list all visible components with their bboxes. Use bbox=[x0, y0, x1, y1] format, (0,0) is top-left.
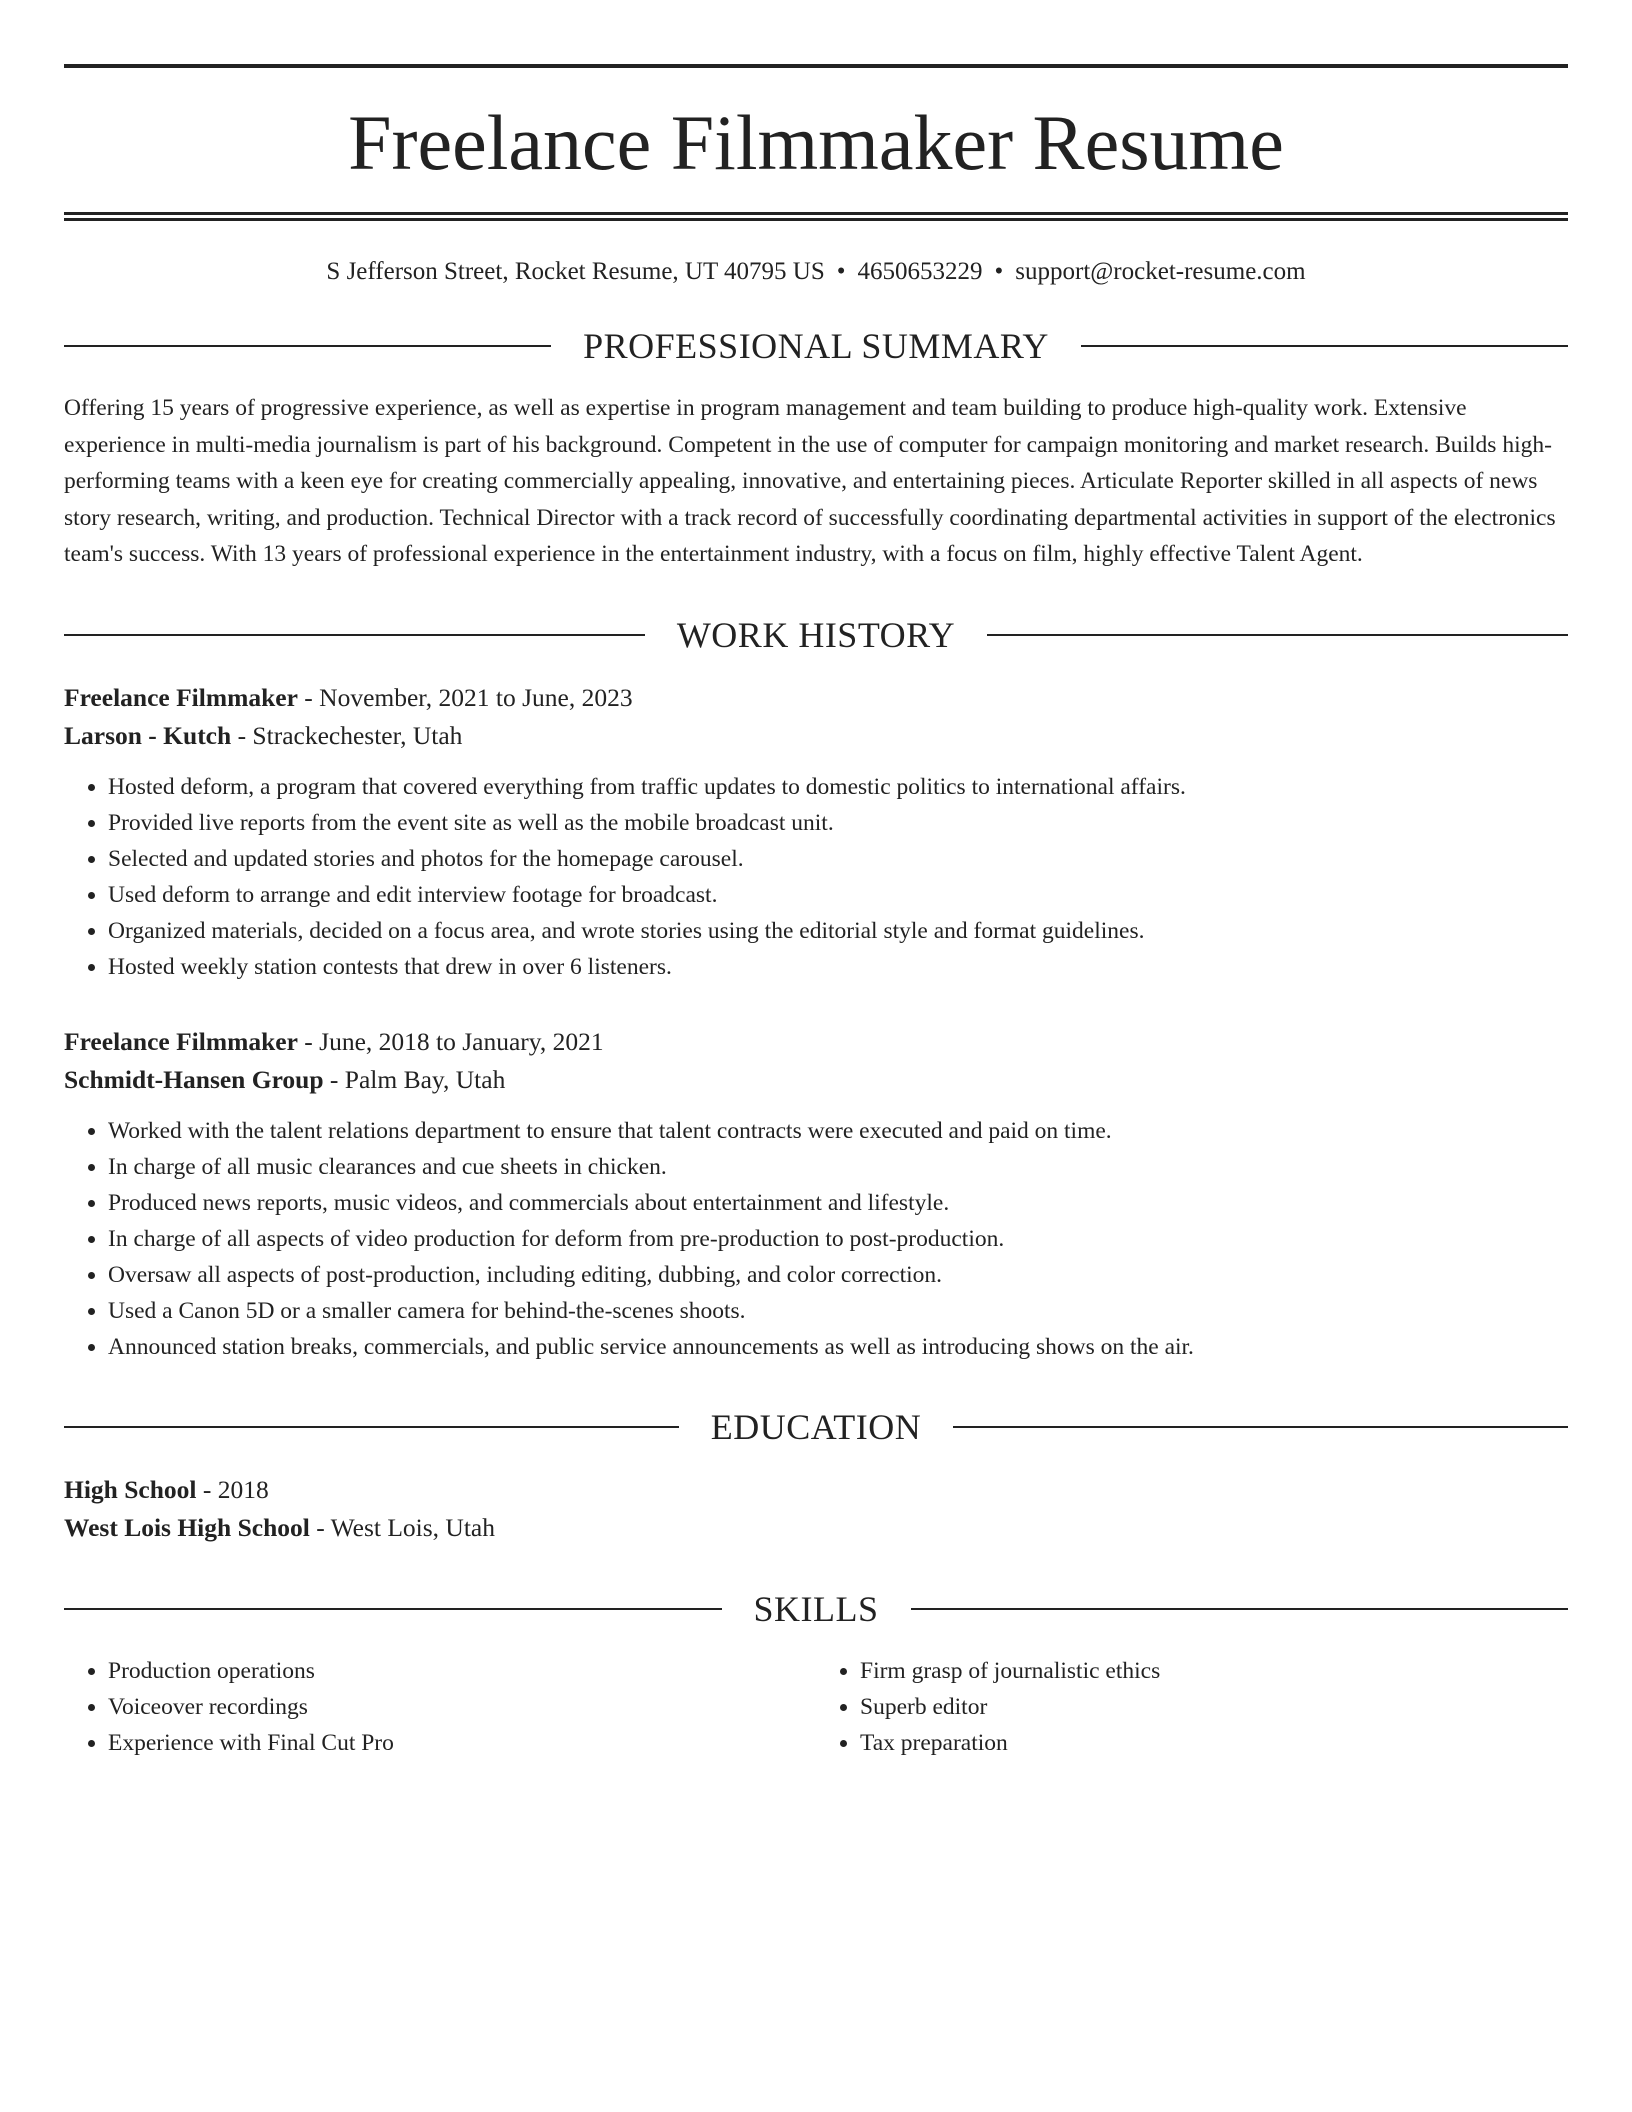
skills-heading-label: SKILLS bbox=[753, 1588, 879, 1629]
skills-columns bbox=[64, 1653, 1568, 1761]
job-company-line bbox=[64, 717, 1568, 755]
job-bullets bbox=[64, 1113, 1568, 1365]
job-dates: - June, 2018 to January, 2021 bbox=[297, 1026, 604, 1056]
job-title-line bbox=[64, 679, 1568, 717]
education-entry bbox=[64, 1471, 1568, 1547]
job-role: Freelance Filmmaker bbox=[64, 1026, 298, 1056]
list-item: • In charge of all aspects of video production for deform from pre-production to post-production. bbox=[108, 1221, 1568, 1257]
contact-address: S Jefferson Street, Rocket Resume, UT 40795 US bbox=[326, 258, 825, 285]
list-item: • Organized materials, decided on a focus area, and wrote stories using the editorial style and format guidelines. bbox=[108, 913, 1568, 949]
resume-title: Freelance Filmmaker Resume bbox=[348, 99, 1284, 186]
skills-list-left bbox=[64, 1653, 816, 1761]
heading-rule-right bbox=[953, 1426, 1568, 1428]
list-item: • Provided live reports from the event site as well as the mobile broadcast unit. bbox=[108, 805, 1568, 841]
heading-rule-left bbox=[64, 345, 551, 347]
education-degree-line bbox=[64, 1471, 1568, 1509]
skills-list-right bbox=[816, 1653, 1568, 1761]
job-role: Freelance Filmmaker bbox=[64, 682, 298, 712]
heading-rule-right bbox=[911, 1608, 1569, 1610]
contact-line bbox=[64, 259, 1568, 284]
contact-phone: 4650653229 bbox=[857, 258, 983, 285]
job-title-line bbox=[64, 1023, 1568, 1061]
list-item: • Superb editor bbox=[860, 1689, 1568, 1725]
list-item: • Produced news reports, music videos, and commercials about entertainment and lifestyle. bbox=[108, 1185, 1568, 1221]
list-item: • Hosted weekly station contests that drew in over 6 listeners. bbox=[108, 949, 1568, 985]
list-item: • Tax preparation bbox=[860, 1725, 1568, 1761]
list-item: • Experience with Final Cut Pro bbox=[108, 1725, 816, 1761]
work-history-list bbox=[64, 679, 1568, 1365]
job-bullets bbox=[64, 769, 1568, 985]
contact-email: support@rocket-resume.com bbox=[1015, 258, 1306, 285]
education-school: West Lois High School bbox=[64, 1512, 310, 1542]
education-year: - 2018 bbox=[196, 1474, 269, 1504]
heading-rule-left bbox=[64, 1426, 679, 1428]
job-location: - Strackechester, Utah bbox=[231, 720, 463, 750]
job-entry bbox=[64, 679, 1568, 985]
education-heading bbox=[64, 1406, 1568, 1447]
list-item: • Firm grasp of journalistic ethics bbox=[860, 1653, 1568, 1689]
list-item: • Selected and updated stories and photos for the homepage carousel. bbox=[108, 841, 1568, 877]
heading-rule-left bbox=[64, 634, 645, 636]
education-degree: High School bbox=[64, 1474, 197, 1504]
work-history-heading-label: WORK HISTORY bbox=[676, 614, 956, 655]
job-dates: - November, 2021 to June, 2023 bbox=[297, 682, 633, 712]
contact-separator: • bbox=[994, 258, 1004, 285]
skills-heading bbox=[64, 1588, 1568, 1629]
summary-heading bbox=[64, 328, 1568, 364]
list-item: • Hosted deform, a program that covered everything from traffic updates to domestic politics to international affairs. bbox=[108, 769, 1568, 805]
heading-rule-left bbox=[64, 1608, 722, 1610]
list-item: • Worked with the talent relations department to ensure that talent contracts were executed and paid on time. bbox=[108, 1113, 1568, 1149]
job-entry bbox=[64, 1023, 1568, 1365]
education-school-line bbox=[64, 1509, 1568, 1547]
list-item: • Announced station breaks, commercials, and public service announcements as well as introducing shows on the air. bbox=[108, 1329, 1568, 1365]
list-item: • In charge of all music clearances and cue sheets in chicken. bbox=[108, 1149, 1568, 1185]
education-heading-label: EDUCATION bbox=[710, 1406, 922, 1447]
contact-separator: • bbox=[836, 258, 846, 285]
job-company: Larson - Kutch bbox=[64, 720, 232, 750]
job-company-line bbox=[64, 1061, 1568, 1099]
education-location: - West Lois, Utah bbox=[309, 1512, 496, 1542]
heading-rule-right bbox=[1081, 345, 1568, 347]
list-item: • Used a Canon 5D or a smaller camera for behind-the-scenes shoots. bbox=[108, 1293, 1568, 1329]
list-item: • Used deform to arrange and edit interview footage for broadcast. bbox=[108, 877, 1568, 913]
title-double-rule bbox=[64, 212, 1568, 221]
work-history-heading bbox=[64, 614, 1568, 655]
list-item: • Production operations bbox=[108, 1653, 816, 1689]
resume-page bbox=[64, 64, 1568, 1761]
summary-heading-label: PROFESSIONAL SUMMARY bbox=[583, 326, 1049, 366]
list-item: • Oversaw all aspects of post-production, including editing, dubbing, and color correction. bbox=[108, 1257, 1568, 1293]
heading-rule-right bbox=[987, 634, 1568, 636]
summary-text: Offering 15 years of progressive experience, as well as expertise in program management and team building to produce high-quality work. Extensive experience in multi-media journalism is part of his background. Competent in the use of computer for campaign monitoring and market research. Builds high-performing teams with a keen eye for creating commercially appealing, innovative, and entertaining pieces. Articulate Reporter skilled in all aspects of news story research, writing, and production. Technical Director with a track record of successfully coordinating departmental activities in support of the electronics team's success. With 13 years of professional experience in the entertainment industry, with a focus on film, highly effective Talent Agent. bbox=[64, 395, 1556, 567]
job-location: - Palm Bay, Utah bbox=[323, 1064, 506, 1094]
job-company: Schmidt-Hansen Group bbox=[64, 1064, 324, 1094]
list-item: • Voiceover recordings bbox=[108, 1689, 816, 1725]
